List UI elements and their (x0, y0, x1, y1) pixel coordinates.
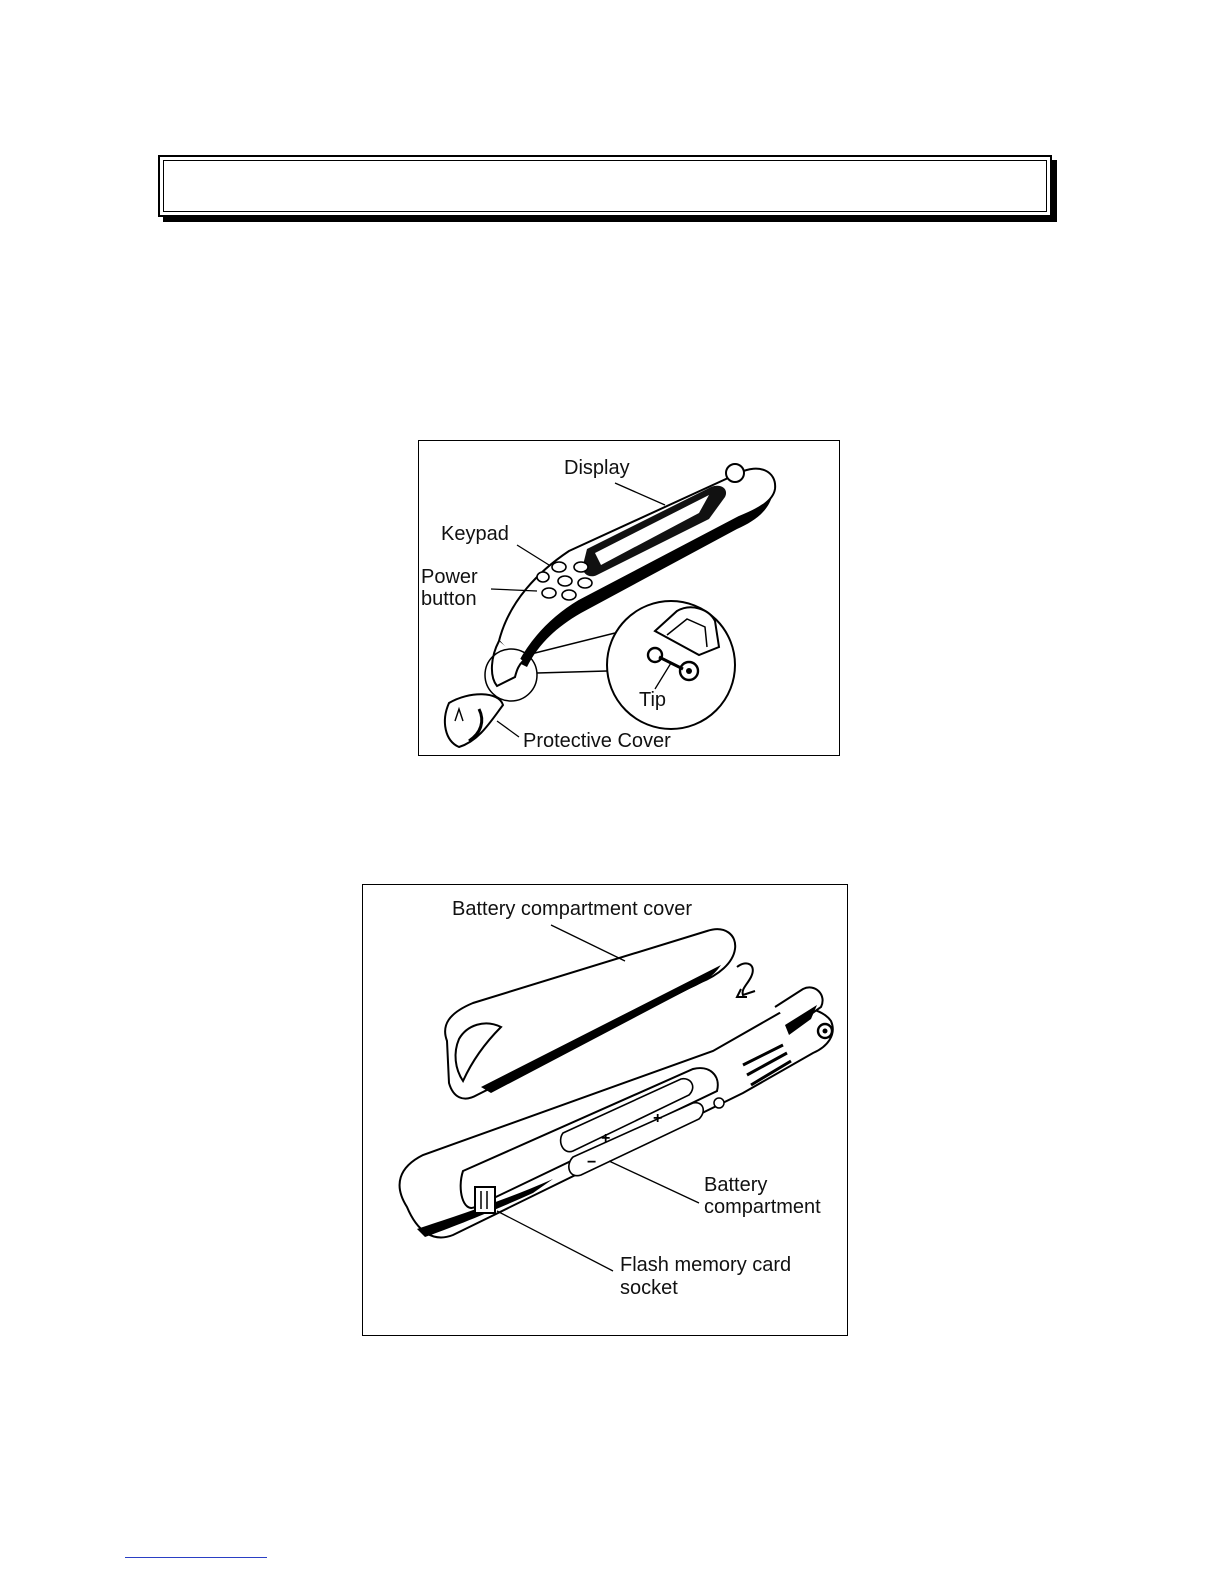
label-battery-cover: Battery compartment cover (452, 898, 693, 920)
label-battery-line1: Battery (704, 1174, 768, 1196)
label-tip: Tip (639, 689, 667, 711)
header-box (158, 155, 1052, 217)
footer-rule (125, 1557, 267, 1558)
pen-overview-drawing (419, 441, 839, 755)
label-keypad: Keypad (441, 523, 509, 545)
label-display: Display (564, 457, 630, 479)
flash-memory-card-socket (475, 1187, 495, 1213)
label-protective-cover: Protective Cover (523, 730, 671, 752)
battery-figure (362, 884, 848, 1336)
battery-drawing (363, 885, 847, 1335)
tip-roller-left (648, 648, 662, 662)
label-battery-line2: compartment (704, 1196, 821, 1218)
label-flash-line2: socket (620, 1277, 678, 1299)
header-box-inner (163, 160, 1047, 212)
pen-overview-figure (418, 440, 840, 756)
svg-text:+: + (653, 1110, 663, 1127)
svg-text:−: − (587, 1154, 597, 1171)
svg-text:+: + (601, 1130, 611, 1147)
label-power-line2: button (421, 588, 477, 610)
logo-icon (726, 464, 744, 482)
screw-icon (714, 1098, 724, 1108)
label-power-line1: Power (421, 566, 478, 588)
label-flash-line1: Flash memory card (620, 1254, 792, 1276)
